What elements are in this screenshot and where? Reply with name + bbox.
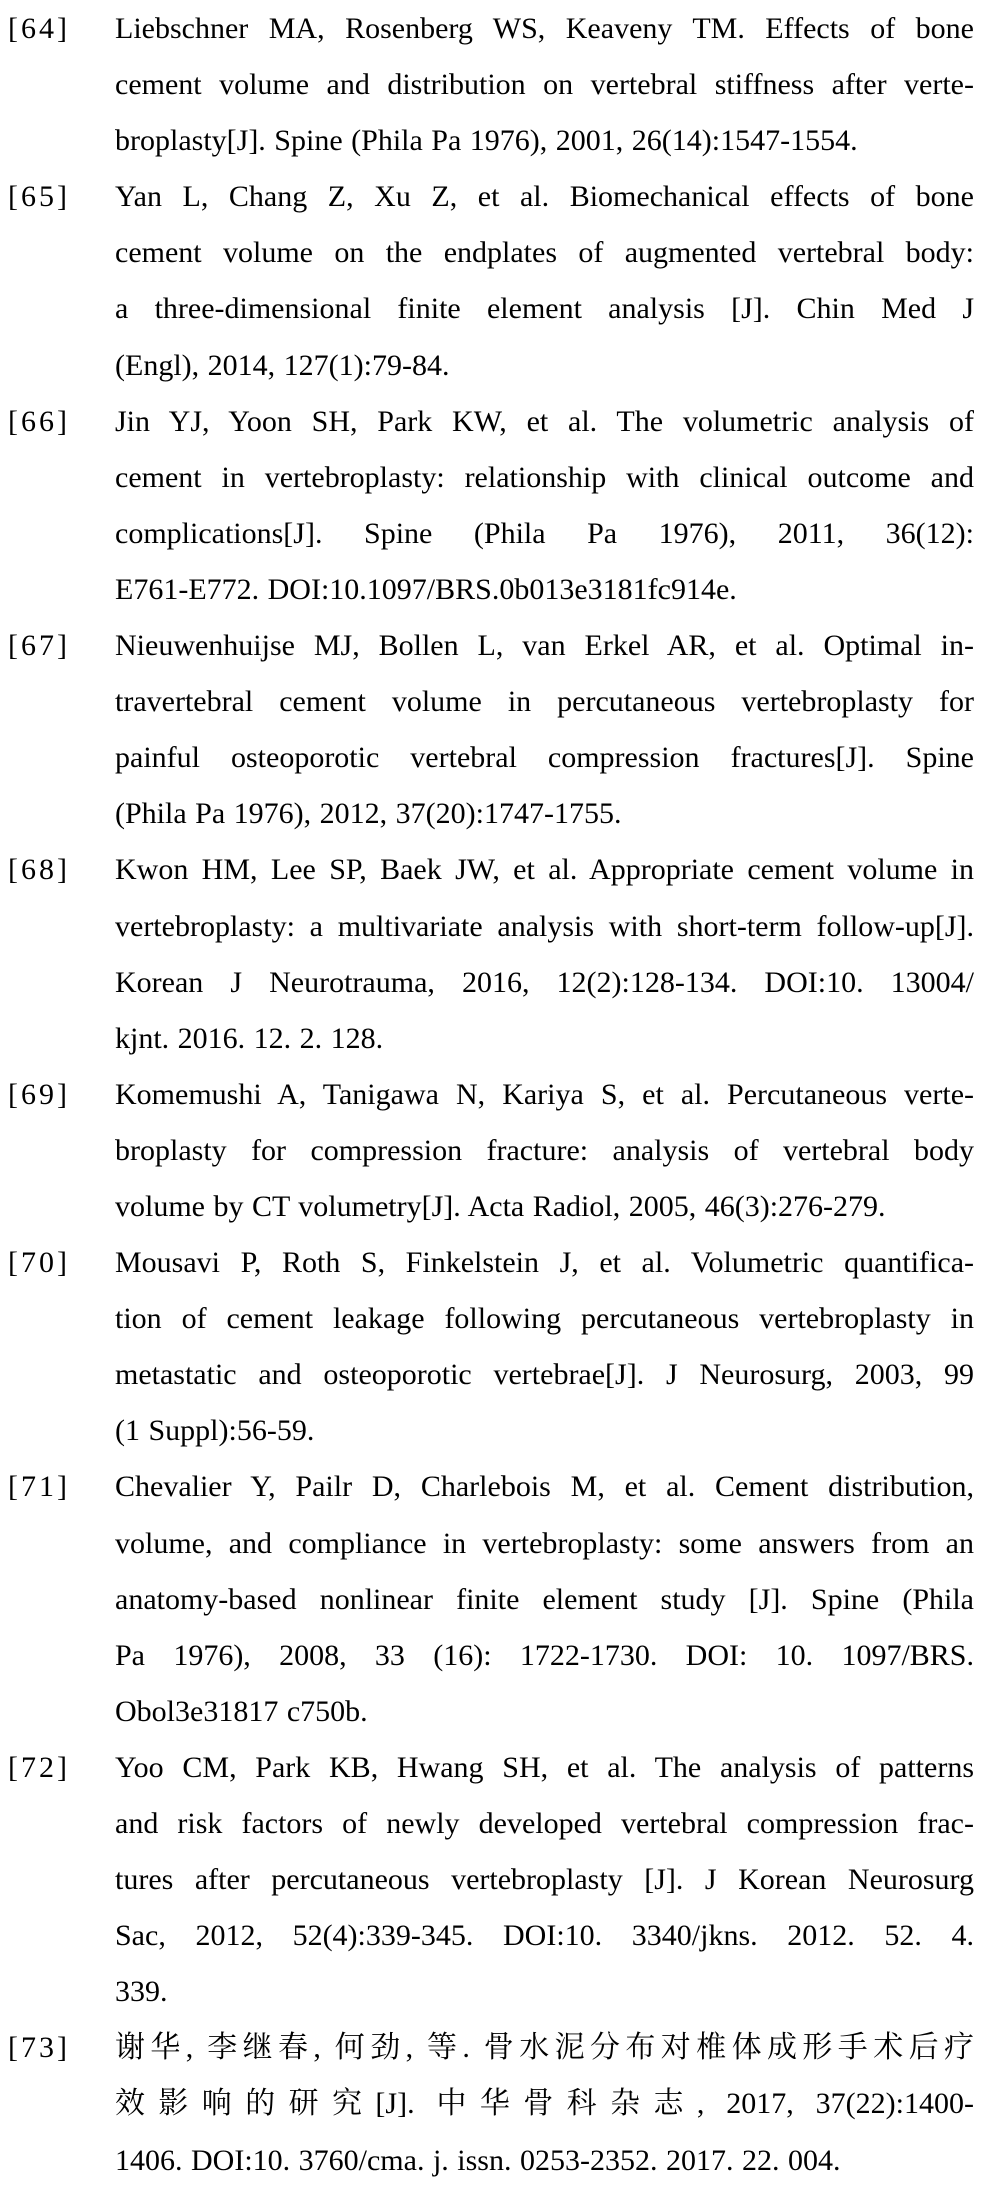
reference-line: Yan L, Chang Z, Xu Z, et al. Biomechanical effects of bone [115, 180, 974, 214]
reference-line: (Phila Pa 1976), 2012, 37(20):1747-1755. [115, 797, 622, 831]
reference-number: [64] [8, 12, 70, 45]
reference-item [0, 1740, 986, 2020]
reference-list [0, 1, 986, 2189]
reference-line: tion of cement leakage following percutaneous vertebroplasty in [115, 1302, 974, 1336]
reference-line: 效影响的研究[J]. 中华骨科杂志, 2017, 37(22):1400- [115, 2087, 974, 2121]
reference-line: Chevalier Y, Pailr D, Charlebois M, et al. Cement distribution, [115, 1470, 974, 1504]
reference-line: metastatic and osteoporotic vertebrae[J]. J Neurosurg, 2003, 99 [115, 1358, 974, 1392]
reference-line: travertebral cement volume in percutaneous vertebroplasty for [115, 685, 974, 719]
reference-line: Mousavi P, Roth S, Finkelstein J, et al. Volumetric quantifica- [115, 1246, 974, 1280]
reference-line: Komemushi A, Tanigawa N, Kariya S, et al. Percutaneous verte- [115, 1077, 974, 1111]
reference-line: Kwon HM, Lee SP, Baek JW, et al. Appropriate cement volume in [115, 853, 974, 887]
reference-line: tures after percutaneous vertebroplasty [J]. J Korean Neurosurg [115, 1863, 974, 1897]
reference-text [115, 618, 974, 842]
reference-line: Liebschner MA, Rosenberg WS, Keaveny TM. Effects of bone [115, 12, 974, 45]
reference-line: cement volume and distribution on vertebral stiffness after verte- [115, 68, 974, 102]
reference-line: cement in vertebroplasty: relationship with clinical outcome and [115, 460, 974, 494]
reference-line: Nieuwenhuijse MJ, Bollen L, van Erkel AR, et al. Optimal in- [115, 629, 974, 663]
reference-text [115, 2020, 974, 2188]
reference-line: complications[J]. Spine (Phila Pa 1976), 2011, 36(12): [115, 516, 974, 550]
reference-text [115, 1067, 974, 1235]
reference-text [115, 169, 974, 393]
reference-text [115, 1235, 974, 1459]
reference-line: volume by CT volumetry[J]. Acta Radiol, 2005, 46(3):276-279. [115, 1189, 886, 1223]
reference-line: Korean J Neurotrauma, 2016, 12(2):128-134. DOI:10. 13004/ [115, 965, 974, 999]
reference-item [0, 2020, 986, 2188]
reference-text [115, 842, 974, 1066]
reference-number: [68] [8, 853, 70, 887]
reference-number: [65] [8, 180, 70, 214]
reference-line: 谢华, 李继春, 何劲, 等. 骨水泥分布对椎体成形手术后疗 [115, 2031, 974, 2065]
reference-line: Sac, 2012, 52(4):339-345. DOI:10. 3340/jkns. 2012. 52. 4. [115, 1919, 974, 1953]
reference-text [115, 1, 974, 169]
reference-item [0, 1235, 986, 1459]
reference-text [115, 1740, 974, 2020]
reference-number: [73] [8, 2031, 70, 2065]
reference-number: [66] [8, 404, 70, 438]
reference-line: Jin YJ, Yoon SH, Park KW, et al. The volumetric analysis of [115, 404, 974, 438]
reference-line: 339. [115, 1975, 168, 2009]
reference-line: painful osteoporotic vertebral compression fractures[J]. Spine [115, 741, 974, 775]
reference-line: E761-E772. DOI:10.1097/BRS.0b013e3181fc914e. [115, 572, 737, 606]
reference-item [0, 1459, 986, 1739]
reference-line: (Engl), 2014, 127(1):79-84. [115, 348, 450, 382]
reference-line: broplasty[J]. Spine (Phila Pa 1976), 2001, 26(14):1547-1554. [115, 124, 858, 158]
reference-line: Pa 1976), 2008, 33 (16): 1722-1730. DOI: 10. 1097/BRS. [115, 1638, 974, 1672]
reference-line: 1406. DOI:10. 3760/cma. j. issn. 0253-2352. 2017. 22. 004. [115, 2143, 841, 2177]
reference-line: and risk factors of newly developed vertebral compression frac- [115, 1807, 974, 1840]
reference-line: volume, and compliance in vertebroplasty: some answers from an [115, 1526, 974, 1560]
reference-item [0, 394, 986, 618]
reference-number: [70] [8, 1246, 70, 1280]
reference-text [115, 394, 974, 618]
reference-item [0, 618, 986, 842]
reference-number: [71] [8, 1470, 70, 1504]
reference-item [0, 1, 986, 169]
reference-line: a three-dimensional finite element analysis [J]. Chin Med J [115, 292, 974, 326]
reference-line: anatomy-based nonlinear finite element study [J]. Spine (Phila [115, 1582, 974, 1616]
reference-text [115, 1459, 974, 1739]
reference-item [0, 169, 986, 393]
reference-number: [72] [8, 1750, 70, 1784]
reference-item [0, 1067, 986, 1235]
reference-item [0, 842, 986, 1066]
reference-line: (1 Suppl):56-59. [115, 1414, 315, 1448]
reference-line: broplasty for compression fracture: analysis of vertebral body [115, 1133, 974, 1167]
reference-number: [67] [8, 629, 70, 663]
reference-line: Yoo CM, Park KB, Hwang SH, et al. The analysis of patterns [115, 1750, 974, 1784]
reference-number: [69] [8, 1077, 70, 1111]
reference-line: vertebroplasty: a multivariate analysis with short-term follow-up[J]. [115, 909, 974, 943]
reference-line: Obol3e31817 c750b. [115, 1694, 368, 1728]
reference-line: cement volume on the endplates of augmented vertebral body: [115, 236, 974, 270]
reference-line: kjnt. 2016. 12. 2. 128. [115, 1021, 384, 1055]
